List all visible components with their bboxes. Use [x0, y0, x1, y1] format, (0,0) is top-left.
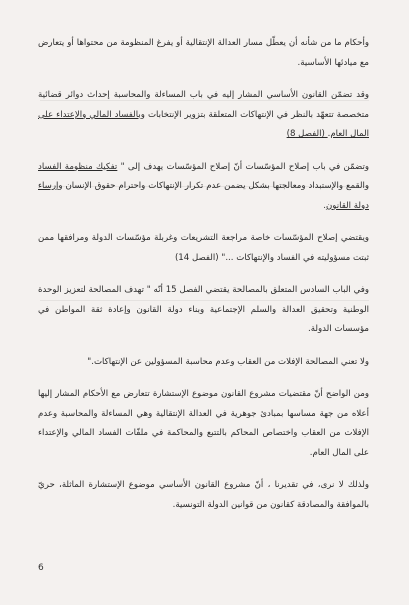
paragraph-text: والقمع والإستبداد ومعالجتها بشكل يضمن عدم تكرار الإنتهاكات واحترام حقوق الإنسان و: [58, 181, 369, 191]
underlined-text: (الفصل 8): [286, 129, 328, 139]
paragraph-p1: [38, 34, 369, 73]
paragraph-text: وقد تضمّن القانون الأساسي المشار إليه في باب المساءلة والمحاسبة إحداث دوائر قضائية متخصصة تتعهّد بالنظر في الإنتهاكات المتعلقة بتزوير الإنتخابات و: [38, 90, 369, 120]
paragraph-text: ومن الواضح أنّ مقتضيات مشروع القانون موضوع الإستشارة تتعارض مع الأحكام المشار إليها أعلاه من جهة مساسها بمبادئ جوهرية في العدالة الإنتقالية وهي المساءلة والمحاسبة وعدم الإفلات من العقاب واختصاص المحاكم بالتتبع والمحاكمة في ملفّات الفساد المالي والإعتداء على المال العام.: [38, 389, 369, 458]
page-number: 6: [38, 563, 44, 573]
paragraph-text: .: [323, 200, 326, 211]
underlined-text: إرساء دولة القانون: [38, 181, 369, 211]
paragraph-p5: [38, 281, 369, 340]
paragraph-text: ويقتضي إصلاح المؤسّسات خاصة مراجعة التشريعات وغربلة مؤسّسات الدولة ومرافقها ممن ثبتت مسؤوليته في الفساد والإنتهاكات ..." (الفصل 14): [38, 233, 369, 263]
underlined-text: بالفساد المالي والإعتداء على المال العام: [38, 109, 369, 139]
paragraph-text: وتضمّن في باب إصلاح المؤسّسات أنّ إصلاح المؤسّسات يهدف إلى ": [117, 161, 369, 172]
bleed-through-line: [40, 186, 369, 187]
bleed-through-line: [40, 300, 369, 301]
paragraph-p6: [38, 353, 369, 373]
paragraph-p4: [38, 229, 369, 268]
paragraph-text: وفي الباب السادس المتعلق بالمصالحة يقتضي الفصل 15 أنّه " تهدف المصالحة لتعزيز الوحدة الوطنية وتحقيق العدالة والسلم الإجتماعية وبناء دولة القانون وإعادة ثقة المواطن في مؤسسات الدولة.: [38, 285, 369, 334]
document-body: [38, 34, 369, 515]
paragraph-text: وأحكام ما من شأنه أن يعطّل مسار العدالة الإنتقالية أو يفرغ المنظومة من محتواها أو يتعارض مع ميادئها الأساسية.: [38, 38, 369, 68]
paragraph-p8: [38, 476, 369, 515]
paragraph-text: .: [327, 129, 331, 139]
paragraph-text: ولا تعني المصالحة الإفلات من العقاب وعدم محاسبة المسؤولين عن الإنتهاكات.": [87, 356, 369, 367]
paragraph-text: ولذلك لا نرى، في تقديرنا ، أنّ مشروع القانون الأساسي موضوع الإستشارة الماثلة، حريّ بالموافقة والمصادقة كقانون من قوانين الدولة التونسية.: [38, 480, 369, 510]
underlined-text: تفكيك منظومة الفساد: [38, 161, 118, 172]
bleed-through-line: [40, 100, 369, 101]
paragraph-p7: [38, 385, 369, 463]
paragraph-p2: [38, 86, 369, 145]
